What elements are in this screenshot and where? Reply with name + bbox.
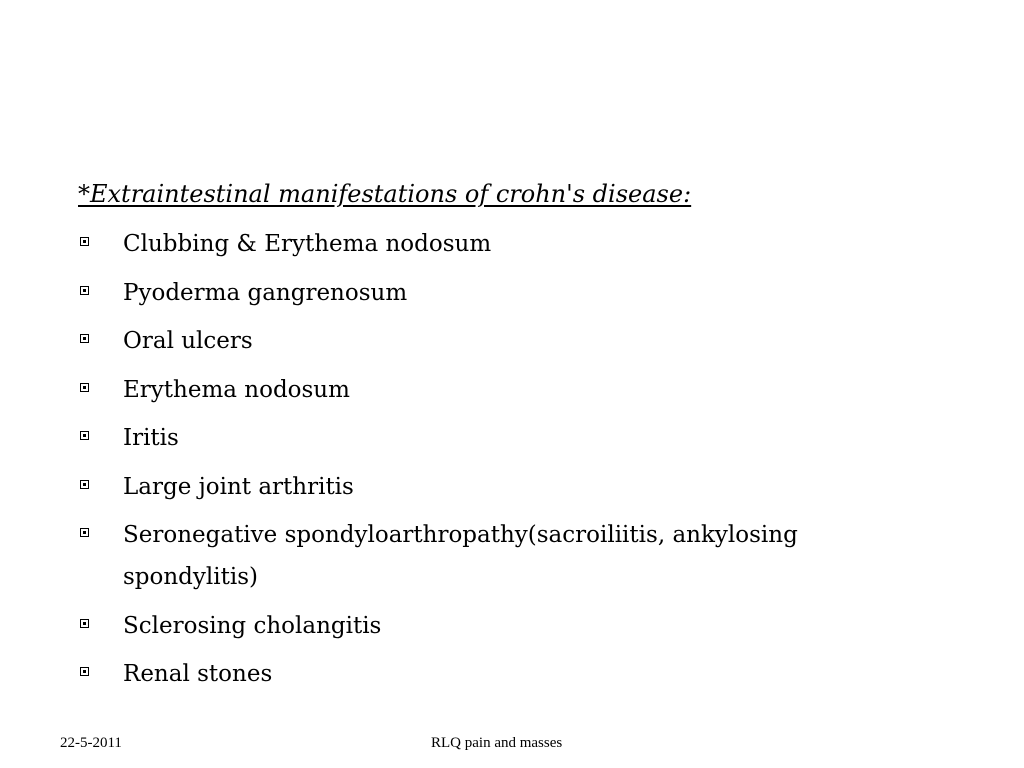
list-item — [78, 320, 878, 362]
square-bullet-icon — [80, 480, 89, 489]
bullet-list — [78, 223, 878, 702]
list-item-text: Erythema nodosum — [123, 376, 350, 403]
list-item — [78, 653, 878, 695]
list-item-text: Sclerosing cholangitis — [123, 612, 382, 639]
list-item-text: Renal stones — [123, 661, 273, 687]
list-item-text: Iritis — [123, 425, 179, 451]
list-item — [78, 417, 878, 459]
list-item — [78, 605, 878, 647]
footer-title: RLQ pain and masses — [431, 735, 563, 751]
square-bullet-icon — [80, 334, 89, 343]
square-bullet-icon — [80, 528, 89, 537]
square-bullet-icon — [80, 667, 89, 676]
list-item — [78, 223, 878, 265]
list-item — [78, 369, 878, 411]
list-item-text: Seronegative spondyloarthropathy(sacroiliitis, ankylosing spondylitis) — [123, 522, 798, 590]
list-item — [78, 514, 878, 598]
square-bullet-icon — [80, 286, 89, 295]
list-item-text: Pyoderma gangrenosum — [123, 279, 408, 306]
square-bullet-icon — [80, 619, 89, 628]
square-bullet-icon — [80, 237, 89, 246]
list-item-text: Large joint arthritis — [123, 473, 354, 500]
square-bullet-icon — [80, 383, 89, 392]
list-item-text: Oral ulcers — [123, 328, 253, 354]
list-item — [78, 272, 878, 314]
list-item-text: Clubbing & Erythema nodosum — [123, 231, 492, 257]
slide-heading: *Extraintestinal manifestations of crohn's disease: — [78, 180, 692, 208]
footer-date: 22-5-2011 — [60, 735, 122, 751]
list-item — [78, 466, 878, 508]
square-bullet-icon — [80, 431, 89, 440]
